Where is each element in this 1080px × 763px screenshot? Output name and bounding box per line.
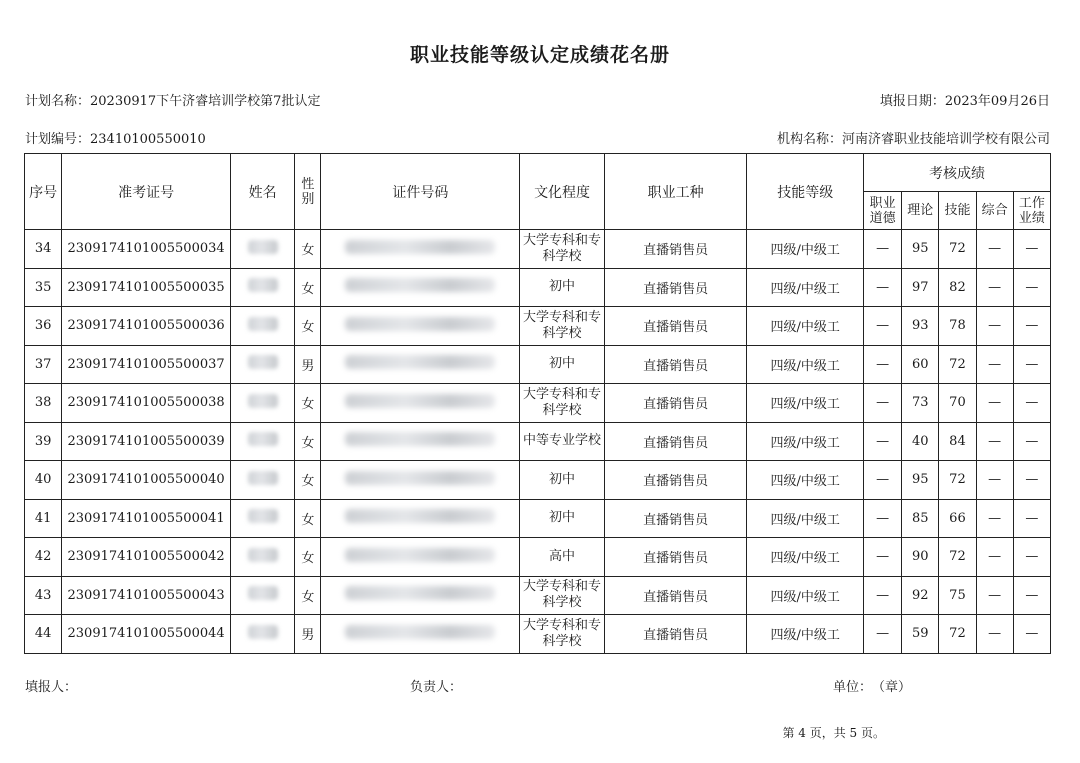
cell-skill: 72 bbox=[939, 345, 976, 384]
redacted-name-blur bbox=[248, 586, 278, 600]
cell-ethics: — bbox=[864, 615, 902, 654]
redacted-name-blur bbox=[248, 548, 278, 562]
cell-id-redacted bbox=[321, 615, 520, 654]
table-row bbox=[25, 499, 1051, 538]
table-row bbox=[25, 615, 1051, 654]
cell-exam-no: 2309174101005500039 bbox=[62, 422, 231, 461]
redacted-name-blur bbox=[248, 509, 278, 523]
cell-exam-no: 2309174101005500041 bbox=[62, 499, 231, 538]
cell-overall: — bbox=[976, 268, 1013, 307]
cell-level: 四级/中级工 bbox=[747, 615, 864, 654]
redacted-id-blur bbox=[345, 586, 495, 600]
table-row bbox=[25, 576, 1051, 615]
cell-performance: — bbox=[1013, 538, 1050, 577]
cell-skill: 84 bbox=[939, 422, 976, 461]
cell-education: 高中 bbox=[520, 538, 604, 577]
cell-name-redacted bbox=[230, 461, 294, 500]
cell-gender: 女 bbox=[295, 499, 321, 538]
cell-theory: 92 bbox=[902, 576, 939, 615]
cell-education: 中等专业学校 bbox=[520, 422, 604, 461]
cell-skill: 78 bbox=[939, 307, 976, 346]
header-overall: 综合 bbox=[976, 192, 1013, 230]
cell-education: 大学专科和专科学校 bbox=[520, 230, 604, 269]
cell-job: 直播销售员 bbox=[604, 230, 747, 269]
header-job: 职业工种 bbox=[604, 154, 747, 230]
cell-level: 四级/中级工 bbox=[747, 499, 864, 538]
cell-skill: 72 bbox=[939, 230, 976, 269]
cell-overall: — bbox=[976, 422, 1013, 461]
cell-job: 直播销售员 bbox=[604, 422, 747, 461]
footer-filler: 填报人： bbox=[25, 680, 78, 695]
redacted-name-blur bbox=[248, 394, 278, 408]
cell-name-redacted bbox=[230, 307, 294, 346]
redacted-id-blur bbox=[345, 548, 495, 562]
table-row bbox=[25, 422, 1051, 461]
cell-exam-no: 2309174101005500035 bbox=[62, 268, 231, 307]
roster-body bbox=[25, 230, 1051, 654]
cell-gender: 男 bbox=[295, 615, 321, 654]
redacted-id-blur bbox=[345, 240, 495, 254]
cell-overall: — bbox=[976, 576, 1013, 615]
cell-education: 大学专科和专科学校 bbox=[520, 615, 604, 654]
cell-education: 大学专科和专科学校 bbox=[520, 576, 604, 615]
cell-job: 直播销售员 bbox=[604, 615, 747, 654]
header-skill: 技能 bbox=[939, 192, 976, 230]
cell-performance: — bbox=[1013, 422, 1050, 461]
cell-level: 四级/中级工 bbox=[747, 422, 864, 461]
cell-overall: — bbox=[976, 230, 1013, 269]
cell-id-redacted bbox=[321, 268, 520, 307]
cell-job: 直播销售员 bbox=[604, 307, 747, 346]
cell-overall: — bbox=[976, 615, 1013, 654]
redacted-id-blur bbox=[345, 625, 495, 639]
cell-education: 大学专科和专科学校 bbox=[520, 384, 604, 423]
cell-overall: — bbox=[976, 499, 1013, 538]
header-row bbox=[25, 154, 1051, 192]
cell-education: 初中 bbox=[520, 461, 604, 500]
header-education: 文化程度 bbox=[520, 154, 604, 230]
redacted-id-blur bbox=[345, 394, 495, 408]
cell-id-redacted bbox=[321, 384, 520, 423]
cell-skill: 66 bbox=[939, 499, 976, 538]
plan-number: 计划编号：23410100550010 bbox=[25, 132, 206, 147]
fill-date: 填报日期：2023年09月26日 bbox=[879, 94, 1050, 109]
cell-performance: — bbox=[1013, 499, 1050, 538]
cell-name-redacted bbox=[230, 230, 294, 269]
cell-education: 初中 bbox=[520, 499, 604, 538]
cell-gender: 女 bbox=[295, 230, 321, 269]
cell-name-redacted bbox=[230, 268, 294, 307]
cell-seq: 34 bbox=[25, 230, 62, 269]
redacted-name-blur bbox=[248, 240, 278, 254]
cell-overall: — bbox=[976, 345, 1013, 384]
header-scores: 考核成绩 bbox=[864, 154, 1051, 192]
cell-exam-no: 2309174101005500036 bbox=[62, 307, 231, 346]
table-row bbox=[25, 384, 1051, 423]
cell-name-redacted bbox=[230, 422, 294, 461]
redacted-name-blur bbox=[248, 317, 278, 331]
cell-id-redacted bbox=[321, 345, 520, 384]
cell-performance: — bbox=[1013, 345, 1050, 384]
cell-seq: 38 bbox=[25, 384, 62, 423]
cell-name-redacted bbox=[230, 576, 294, 615]
cell-gender: 女 bbox=[295, 268, 321, 307]
table-row bbox=[25, 461, 1051, 500]
cell-id-redacted bbox=[321, 461, 520, 500]
cell-ethics: — bbox=[864, 345, 902, 384]
cell-seq: 42 bbox=[25, 538, 62, 577]
cell-job: 直播销售员 bbox=[604, 538, 747, 577]
cell-exam-no: 2309174101005500038 bbox=[62, 384, 231, 423]
cell-level: 四级/中级工 bbox=[747, 538, 864, 577]
cell-id-redacted bbox=[321, 230, 520, 269]
cell-skill: 72 bbox=[939, 461, 976, 500]
cell-level: 四级/中级工 bbox=[747, 230, 864, 269]
cell-overall: — bbox=[976, 384, 1013, 423]
cell-name-redacted bbox=[230, 499, 294, 538]
cell-gender: 女 bbox=[295, 384, 321, 423]
table-row bbox=[25, 230, 1051, 269]
redacted-name-blur bbox=[248, 625, 278, 639]
cell-name-redacted bbox=[230, 538, 294, 577]
cell-theory: 95 bbox=[902, 230, 939, 269]
redacted-name-blur bbox=[248, 278, 278, 292]
cell-performance: — bbox=[1013, 384, 1050, 423]
cell-gender: 男 bbox=[295, 345, 321, 384]
redacted-id-blur bbox=[345, 278, 495, 292]
cell-gender: 女 bbox=[295, 576, 321, 615]
cell-exam-no: 2309174101005500044 bbox=[62, 615, 231, 654]
cell-seq: 41 bbox=[25, 499, 62, 538]
cell-theory: 97 bbox=[902, 268, 939, 307]
cell-exam-no: 2309174101005500040 bbox=[62, 461, 231, 500]
cell-ethics: — bbox=[864, 499, 902, 538]
cell-ethics: — bbox=[864, 307, 902, 346]
header-ethics: 职业道德 bbox=[864, 192, 902, 230]
redacted-id-blur bbox=[345, 317, 495, 331]
redacted-name-blur bbox=[248, 355, 278, 369]
cell-skill: 72 bbox=[939, 538, 976, 577]
cell-seq: 43 bbox=[25, 576, 62, 615]
cell-exam-no: 2309174101005500034 bbox=[62, 230, 231, 269]
redacted-id-blur bbox=[345, 509, 495, 523]
plan-name: 计划名称：20230917下午济睿培训学校第7批认定 bbox=[25, 94, 321, 109]
cell-performance: — bbox=[1013, 576, 1050, 615]
cell-ethics: — bbox=[864, 576, 902, 615]
cell-performance: — bbox=[1013, 307, 1050, 346]
cell-level: 四级/中级工 bbox=[747, 307, 864, 346]
header-performance: 工作业绩 bbox=[1013, 192, 1050, 230]
cell-ethics: — bbox=[864, 384, 902, 423]
cell-name-redacted bbox=[230, 615, 294, 654]
redacted-id-blur bbox=[345, 355, 495, 369]
cell-ethics: — bbox=[864, 538, 902, 577]
header-gender: 性别 bbox=[295, 154, 321, 230]
cell-level: 四级/中级工 bbox=[747, 384, 864, 423]
header-id-number: 证件号码 bbox=[321, 154, 520, 230]
cell-education: 大学专科和专科学校 bbox=[520, 307, 604, 346]
score-roster-table bbox=[24, 153, 1051, 654]
cell-overall: — bbox=[976, 307, 1013, 346]
cell-exam-no: 2309174101005500042 bbox=[62, 538, 231, 577]
cell-theory: 73 bbox=[902, 384, 939, 423]
cell-theory: 59 bbox=[902, 615, 939, 654]
cell-performance: — bbox=[1013, 268, 1050, 307]
cell-level: 四级/中级工 bbox=[747, 461, 864, 500]
cell-exam-no: 2309174101005500043 bbox=[62, 576, 231, 615]
redacted-id-blur bbox=[345, 471, 495, 485]
organization-name: 机构名称：河南济睿职业技能培训学校有限公司 bbox=[776, 132, 1050, 147]
cell-theory: 60 bbox=[902, 345, 939, 384]
table-row bbox=[25, 345, 1051, 384]
redacted-id-blur bbox=[345, 432, 495, 446]
cell-education: 初中 bbox=[520, 345, 604, 384]
cell-seq: 37 bbox=[25, 345, 62, 384]
cell-seq: 35 bbox=[25, 268, 62, 307]
footer-unit-seal: 单位： （章） bbox=[833, 680, 912, 695]
cell-id-redacted bbox=[321, 576, 520, 615]
cell-id-redacted bbox=[321, 307, 520, 346]
cell-ethics: — bbox=[864, 461, 902, 500]
cell-job: 直播销售员 bbox=[604, 576, 747, 615]
cell-theory: 40 bbox=[902, 422, 939, 461]
cell-seq: 44 bbox=[25, 615, 62, 654]
header-level: 技能等级 bbox=[747, 154, 864, 230]
cell-seq: 40 bbox=[25, 461, 62, 500]
redacted-name-blur bbox=[248, 432, 278, 446]
cell-exam-no: 2309174101005500037 bbox=[62, 345, 231, 384]
cell-theory: 93 bbox=[902, 307, 939, 346]
cell-skill: 75 bbox=[939, 576, 976, 615]
cell-education: 初中 bbox=[520, 268, 604, 307]
cell-gender: 女 bbox=[295, 422, 321, 461]
table-row bbox=[25, 307, 1051, 346]
header-exam-no: 准考证号 bbox=[62, 154, 231, 230]
cell-gender: 女 bbox=[295, 307, 321, 346]
footer-responsible: 负责人： bbox=[410, 680, 463, 695]
cell-theory: 95 bbox=[902, 461, 939, 500]
header-name: 姓名 bbox=[230, 154, 294, 230]
redacted-name-blur bbox=[248, 471, 278, 485]
table-row bbox=[25, 538, 1051, 577]
cell-theory: 85 bbox=[902, 499, 939, 538]
cell-gender: 女 bbox=[295, 538, 321, 577]
cell-ethics: — bbox=[864, 422, 902, 461]
cell-seq: 36 bbox=[25, 307, 62, 346]
pagination: 第 4 页，共 5 页。 bbox=[782, 726, 885, 740]
cell-performance: — bbox=[1013, 461, 1050, 500]
cell-skill: 82 bbox=[939, 268, 976, 307]
table-row bbox=[25, 268, 1051, 307]
cell-job: 直播销售员 bbox=[604, 499, 747, 538]
cell-overall: — bbox=[976, 461, 1013, 500]
cell-performance: — bbox=[1013, 615, 1050, 654]
cell-job: 直播销售员 bbox=[604, 345, 747, 384]
cell-id-redacted bbox=[321, 499, 520, 538]
cell-job: 直播销售员 bbox=[604, 384, 747, 423]
cell-ethics: — bbox=[864, 268, 902, 307]
cell-name-redacted bbox=[230, 345, 294, 384]
cell-seq: 39 bbox=[25, 422, 62, 461]
cell-level: 四级/中级工 bbox=[747, 268, 864, 307]
header-seq: 序号 bbox=[25, 154, 62, 230]
cell-name-redacted bbox=[230, 384, 294, 423]
cell-job: 直播销售员 bbox=[604, 268, 747, 307]
cell-skill: 70 bbox=[939, 384, 976, 423]
cell-id-redacted bbox=[321, 538, 520, 577]
cell-theory: 90 bbox=[902, 538, 939, 577]
cell-gender: 女 bbox=[295, 461, 321, 500]
page-title: 职业技能等级认定成绩花名册 bbox=[409, 44, 670, 66]
cell-level: 四级/中级工 bbox=[747, 576, 864, 615]
cell-job: 直播销售员 bbox=[604, 461, 747, 500]
cell-performance: — bbox=[1013, 230, 1050, 269]
cell-id-redacted bbox=[321, 422, 520, 461]
cell-overall: — bbox=[976, 538, 1013, 577]
header-theory: 理论 bbox=[902, 192, 939, 230]
cell-skill: 72 bbox=[939, 615, 976, 654]
cell-level: 四级/中级工 bbox=[747, 345, 864, 384]
cell-ethics: — bbox=[864, 230, 902, 269]
